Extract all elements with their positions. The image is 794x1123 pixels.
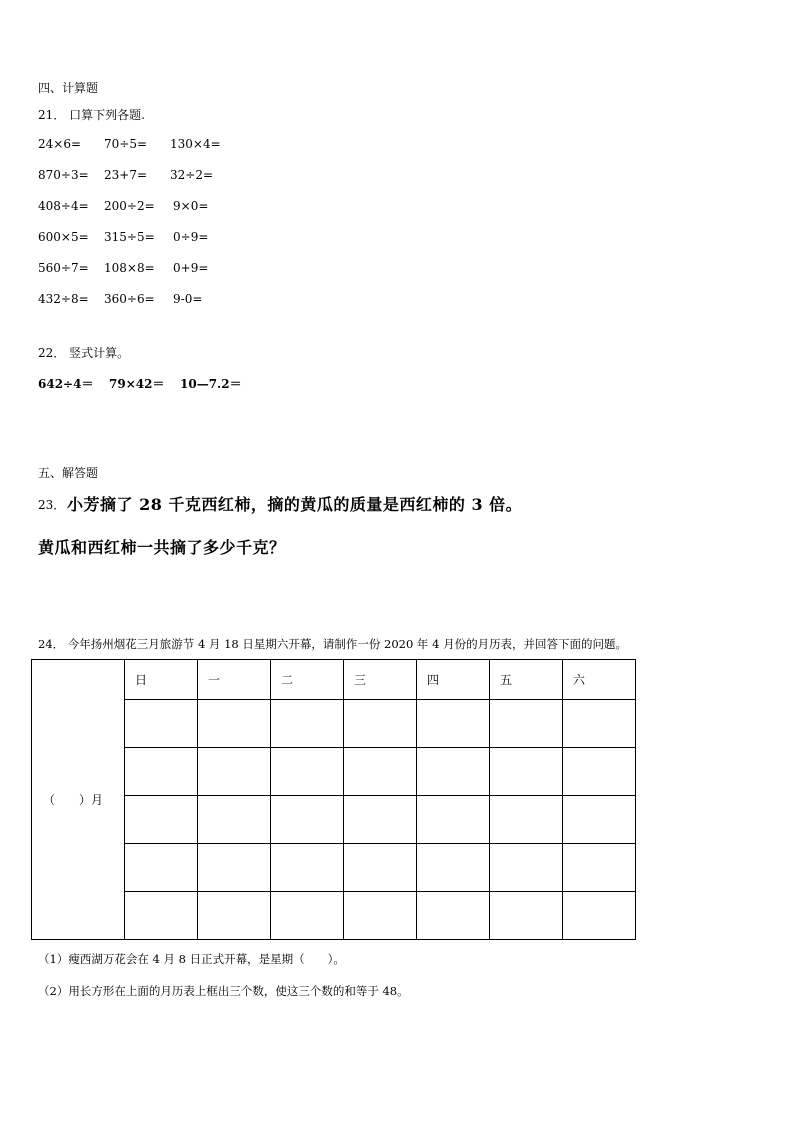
calendar-cell xyxy=(344,700,417,748)
weekday-header: 四 xyxy=(417,660,490,700)
calc-item: 0÷9= xyxy=(173,230,209,244)
calendar-cell xyxy=(563,844,636,892)
calendar-cell xyxy=(417,796,490,844)
calendar-cell xyxy=(344,844,417,892)
calc-item: 23+7= xyxy=(104,168,148,182)
calendar-cell xyxy=(490,748,563,796)
vertical-calc-item: 642÷4＝ xyxy=(38,377,94,391)
weekday-header: 六 xyxy=(563,660,636,700)
calc-item: 432÷8= xyxy=(38,292,89,306)
question-24-title: 24． 今年扬州烟花三月旅游节 4 月 18 日星期六开幕，请制作一份 2020 年 4 月份的月历表，并回答下面的问题。 xyxy=(38,637,628,651)
calendar-cell xyxy=(125,892,198,940)
calendar-cell xyxy=(490,796,563,844)
question-21-title: 21． 口算下列各题. xyxy=(38,108,145,122)
section-4-heading: 四、计算题 xyxy=(38,81,99,95)
calendar-cell xyxy=(490,844,563,892)
calc-item: 108×8= xyxy=(104,261,155,275)
calendar-cell xyxy=(563,796,636,844)
month-cell xyxy=(32,660,125,940)
calc-item: 9-0= xyxy=(173,292,203,306)
weekday-header: 一 xyxy=(198,660,271,700)
calendar-cell xyxy=(417,892,490,940)
section-5-heading: 五、解答题 xyxy=(38,466,99,480)
calc-item: 408÷4= xyxy=(38,199,89,213)
calendar-cell xyxy=(563,700,636,748)
calc-item: 315÷5= xyxy=(104,230,155,244)
calendar-cell xyxy=(417,700,490,748)
calendar-cell xyxy=(490,700,563,748)
calc-item: 870÷3= xyxy=(38,168,89,182)
question-24-sub-2: （2）用长方形在上面的月历表上框出三个数，使这三个数的和等于 48。 xyxy=(38,984,409,998)
calendar-cell xyxy=(198,892,271,940)
calendar-cell xyxy=(198,844,271,892)
calendar-cell xyxy=(563,892,636,940)
vertical-calc-item: 10—7.2＝ xyxy=(180,377,242,391)
calc-item: 600×5= xyxy=(38,230,89,244)
calendar-cell xyxy=(563,748,636,796)
calc-item: 0+9= xyxy=(173,261,209,275)
question-22-title: 22． 竖式计算。 xyxy=(38,346,130,360)
calendar-cell xyxy=(271,700,344,748)
calendar-cell xyxy=(271,796,344,844)
calendar-cell xyxy=(490,892,563,940)
calc-item: 130×4= xyxy=(170,137,221,151)
question-23-number: 23． xyxy=(38,498,66,512)
calendar-cell xyxy=(271,844,344,892)
calendar-cell xyxy=(125,796,198,844)
calendar-cell xyxy=(198,700,271,748)
calendar-cell xyxy=(125,748,198,796)
calendar-cell xyxy=(125,844,198,892)
weekday-header: 五 xyxy=(490,660,563,700)
calendar-cell xyxy=(125,700,198,748)
weekday-header: 二 xyxy=(271,660,344,700)
month-calendar-table xyxy=(31,659,636,940)
calendar-cell xyxy=(417,844,490,892)
question-23-line-1: 小芳摘了 28 千克西红柿，摘的黄瓜的质量是西红柿的 3 倍。 xyxy=(67,495,523,514)
calc-item: 360÷6= xyxy=(104,292,155,306)
calc-item: 70÷5= xyxy=(104,137,148,151)
calendar-cell xyxy=(344,892,417,940)
calc-item: 560÷7= xyxy=(38,261,89,275)
calendar-cell xyxy=(198,796,271,844)
calc-item: 24×6= xyxy=(38,137,82,151)
weekday-header: 日 xyxy=(125,660,198,700)
calendar-cell xyxy=(271,892,344,940)
month-label: （ ）月 xyxy=(42,793,103,807)
calendar-cell xyxy=(344,748,417,796)
calc-item: 9×0= xyxy=(173,199,209,213)
question-24-sub-1: （1）瘦西湖万花会在 4 月 8 日正式开幕，是星期（ ）。 xyxy=(38,952,345,966)
calendar-cell xyxy=(271,748,344,796)
question-23-line-2: 黄瓜和西红柿一共摘了多少千克？ xyxy=(38,538,286,557)
calendar-cell xyxy=(344,796,417,844)
calc-item: 200÷2= xyxy=(104,199,155,213)
calendar-cell xyxy=(417,748,490,796)
vertical-calc-item: 79×42＝ xyxy=(109,377,165,391)
weekday-header: 三 xyxy=(344,660,417,700)
calendar-cell xyxy=(198,748,271,796)
calc-item: 32÷2= xyxy=(170,168,214,182)
